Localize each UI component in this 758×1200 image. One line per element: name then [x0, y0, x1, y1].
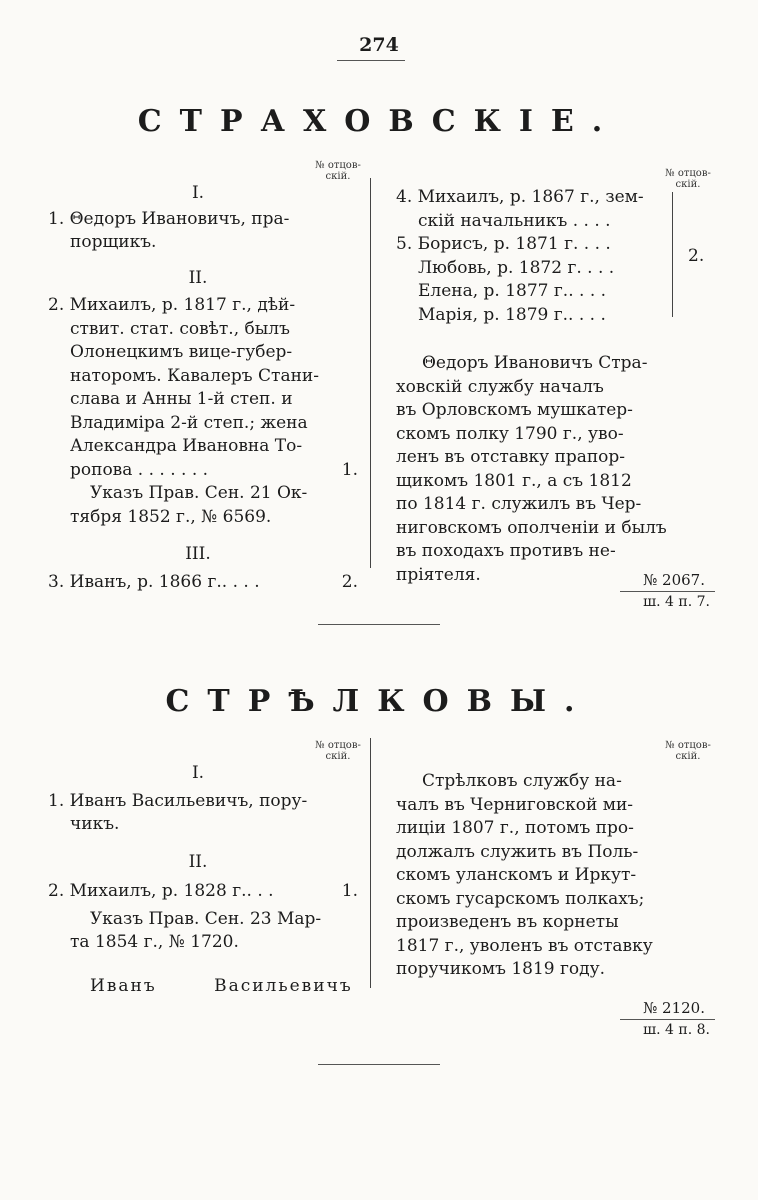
page-number-rule	[337, 60, 405, 61]
narrative-line: ленъ въ отставку прапор-	[396, 447, 626, 467]
entry-line: 2. Михаилъ, р. 1817 г., дѣй-	[48, 295, 296, 315]
section2-narrative	[396, 770, 722, 982]
entry-line: ствит. стат. совѣт., былъ	[70, 318, 290, 339]
narrative-line: скомъ гусарскомъ полкахъ;	[396, 888, 645, 909]
section-separator	[318, 624, 440, 625]
shelf-mark: ш. 4 п. 8.	[643, 1022, 710, 1038]
section1-right-entries	[396, 186, 668, 327]
narrative-line: щикомъ 1801 г., а съ 1812	[396, 470, 632, 491]
shelf-mark: ш. 4 п. 7.	[643, 594, 710, 610]
entry-line: Олонецкимъ вице-губер-	[70, 342, 293, 362]
section2-title: СТРѢЛКОВЫ.	[165, 684, 593, 719]
narrative-line: 1817 г., уволенъ въ отставку	[396, 935, 653, 956]
entry-line: скiй начальникъ . . . .	[418, 210, 611, 231]
section2-left-gen-header: № отцов- скiй.	[315, 740, 361, 762]
entry-line: 2. Михаилъ, р. 1828 г.. . . 1.	[48, 880, 358, 904]
generation-label: III.	[185, 544, 211, 564]
section1-right-gen-header: № отцов- скiй.	[665, 168, 711, 190]
entry-line: наторомъ. Кавалеръ Стани-	[70, 365, 319, 386]
archive-number: № 2120.	[643, 999, 705, 1017]
father-number: 2.	[688, 246, 705, 266]
entry-line: 4. Михаилъ, р. 1867 г., зем-	[396, 187, 644, 207]
narrative-line: ниговскомъ ополченiи и былъ	[396, 517, 667, 538]
section2-right-gen-header: № отцов- скiй.	[665, 740, 711, 762]
narrative-line: Стрѣлковъ службу на-	[422, 771, 622, 791]
section-separator	[318, 1064, 440, 1065]
ukaz-line: тября 1852 г., № 6569.	[70, 506, 272, 527]
father-number: 1.	[341, 881, 358, 901]
section1-left-gen-header: № отцов- скiй.	[315, 160, 361, 182]
entry-line: 3. Иванъ, р. 1866 г.. . . . 2.	[48, 571, 358, 595]
narrative-line: поручикомъ 1819 году.	[396, 959, 606, 979]
generation-label: II.	[188, 267, 208, 288]
narrative-line: скомъ полку 1790 г., уво-	[396, 423, 624, 444]
section1-title: СТРАХОВСКIЕ.	[137, 104, 621, 139]
narrative-line: ховскiй службу началъ	[396, 376, 604, 397]
entry-line: 1. Иванъ Васильевичъ, пору-	[48, 790, 308, 811]
archive-number: № 2067.	[643, 571, 705, 589]
section1-left-column	[48, 182, 358, 594]
entry-line: порщикъ.	[70, 232, 157, 252]
narrative-line: прiятеля.	[396, 564, 481, 585]
entry-line: чикъ.	[70, 814, 120, 834]
narrative-line: произведенъ въ корнеты	[396, 912, 619, 932]
ukaz-line: та 1854 г., № 1720.	[70, 932, 239, 952]
ukaz-line: Указъ Прав. Сен. 23 Мар-	[90, 908, 322, 929]
narrative-line: лицiи 1807 г., потомъ про-	[396, 818, 634, 838]
entry-line: 5. Борисъ, р. 1871 г. . . .	[396, 234, 611, 254]
section2-left-column-divider	[370, 738, 371, 988]
narrative-line: Θедоръ Ивановичъ Стра-	[422, 353, 648, 373]
narrative-line: должалъ служить въ Поль-	[396, 841, 639, 862]
entry-line: ропова . . . . . . . 1.	[48, 459, 358, 483]
narrative-line: въ Орловскомъ мушкатер-	[396, 400, 633, 420]
section2-left-column	[48, 762, 358, 998]
entry-line: Владимiра 2-й степ.; жена	[70, 412, 308, 433]
entry-line: слава и Анны 1-й степ. и	[70, 389, 293, 409]
father-number: 2.	[341, 571, 358, 592]
ukaz-line: Указъ Прав. Сен. 21 Ок-	[90, 483, 308, 503]
entry-line: Александра Ивановна То-	[70, 436, 303, 456]
narrative-line: скомъ уланскомъ и Иркут-	[396, 865, 637, 885]
entry-line: 1. Θедоръ Ивановичъ, пра-	[48, 208, 290, 229]
section1-narrative	[396, 352, 722, 587]
continuation-name: Иванъ Васильевичъ	[90, 975, 353, 996]
section1-left-column-divider	[370, 178, 371, 568]
page-number: 274	[359, 34, 399, 56]
generation-label: I.	[191, 763, 205, 783]
section1-right-bracket	[672, 192, 673, 317]
narrative-line: по 1814 г. служилъ въ Чер-	[396, 494, 642, 514]
generation-label: II.	[188, 851, 208, 872]
generation-label: I.	[191, 183, 205, 203]
entry-line: Любовь, р. 1872 г. . . .	[418, 257, 615, 278]
father-number: 1.	[341, 459, 358, 480]
entry-line: Елена, р. 1877 г.. . . .	[418, 281, 607, 301]
narrative-line: въ походахъ противъ не-	[396, 541, 616, 561]
narrative-line: чалъ въ Черниговской ми-	[396, 794, 634, 815]
entry-line: Марiя, р. 1879 г.. . . .	[418, 304, 606, 325]
